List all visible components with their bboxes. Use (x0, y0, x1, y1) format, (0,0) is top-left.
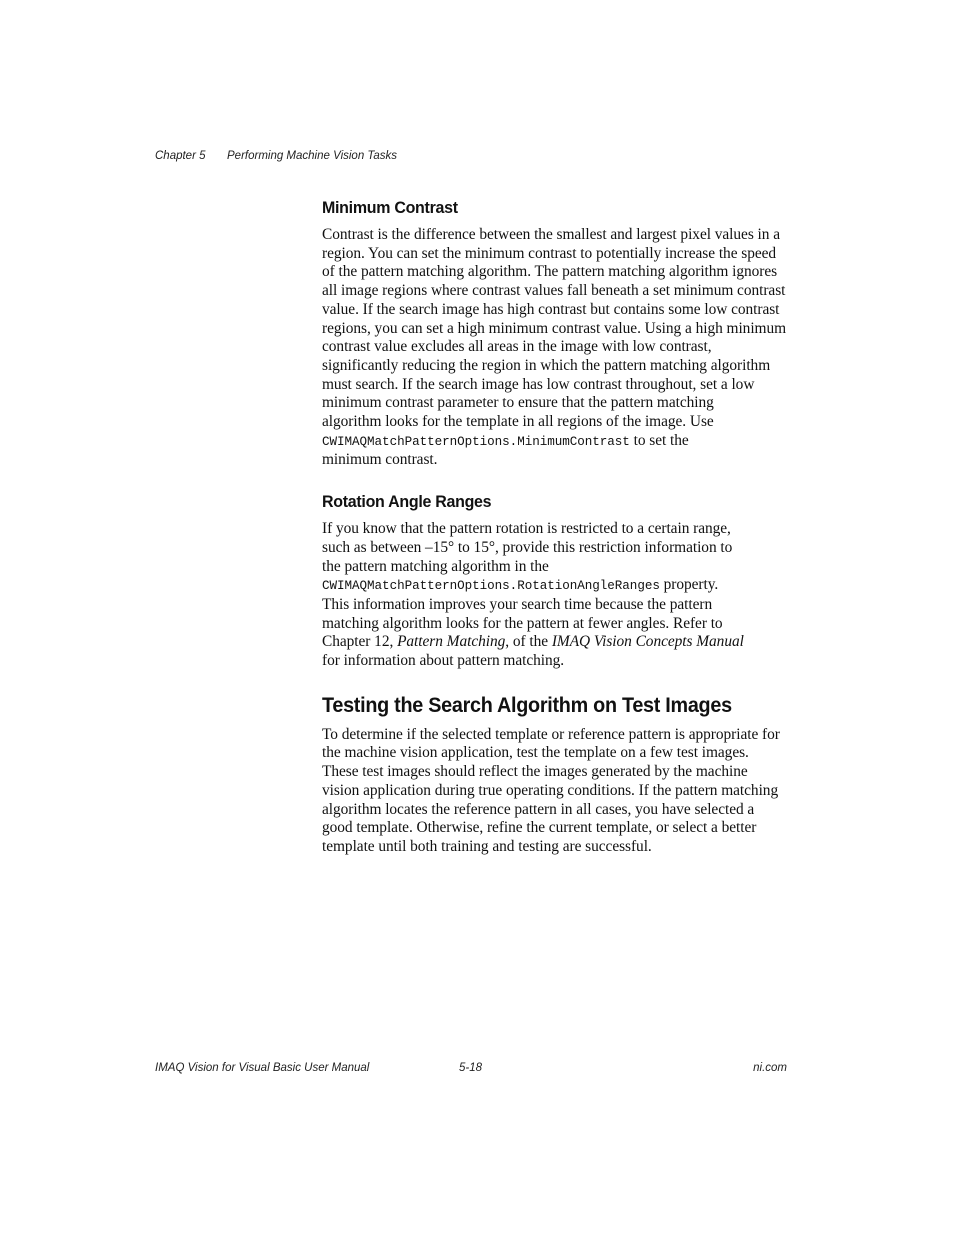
text-line: must search. If the search image has low contrast throughout, set a low (322, 375, 755, 393)
footer-manual-title: IMAQ Vision for Visual Basic User Manual (155, 1062, 370, 1074)
reference-prefix: Chapter 12, (322, 633, 398, 651)
text-line: contrast value excludes all areas in the image with low contrast, (322, 338, 712, 356)
minimum-contrast-heading: Minimum Contrast (322, 198, 458, 217)
reference-manual-title: IMAQ Vision Concepts Manual (551, 633, 744, 651)
rotation-angle-ranges-paragraph (322, 520, 784, 671)
text-line: algorithm locates the reference pattern in all cases, you have selected a (322, 800, 755, 818)
text-line: algorithm looks for the template in all regions of the image. Use (322, 413, 714, 431)
text-line: Contrast is the difference between the smallest and largest pixel values in a (322, 226, 781, 243)
text-line: matching algorithm looks for the pattern at fewer angles. Refer to (322, 614, 723, 632)
text-line: good template. Otherwise, refine the current template, or select a better (322, 819, 757, 837)
code-trailing-text: to set the (629, 431, 689, 449)
text-line: regions, you can set a high minimum contrast value. Using a high minimum (322, 319, 787, 337)
reference-middle: , of the (505, 633, 552, 651)
rotation-angle-ranges-heading: Rotation Angle Ranges (322, 492, 492, 512)
text-line: minimum contrast parameter to ensure that the pattern matching (322, 394, 714, 412)
minimum-contrast-paragraph (322, 226, 787, 470)
text-line: region. You can set the minimum contrast to potentially increase the speed (322, 244, 777, 262)
text-line: vision application during true operating conditions. If the pattern matching (322, 781, 779, 799)
text-line: for information about pattern matching. (322, 652, 565, 670)
text-line: of the pattern matching algorithm. The pattern matching algorithm ignores (322, 263, 778, 281)
testing-paragraph (322, 726, 784, 857)
running-header (155, 150, 397, 162)
page-content (322, 198, 787, 879)
testing-section-heading: Testing the Search Algorithm on Test Images (322, 692, 732, 717)
code-trailing-text: property. (659, 576, 719, 594)
text-line (322, 576, 784, 596)
chapter-number: Chapter 5 (155, 150, 206, 162)
text-line: To determine if the selected template or reference pattern is appropriate for (322, 725, 780, 743)
text-line: the machine vision application, test the template on a few test images. (322, 744, 749, 762)
text-line: This information improves your search time because the pattern (322, 595, 713, 613)
reference-chapter-title: Pattern Matching (397, 633, 506, 651)
text-line: the pattern matching algorithm in the (322, 557, 549, 575)
text-line: If you know that the pattern rotation is restricted to a certain range, (322, 520, 731, 538)
rotation-angle-ranges-code: CWIMAQMatchPatternOptions.RotationAngleRanges (322, 579, 660, 594)
footer-page-number: 5-18 (459, 1062, 483, 1074)
text-line (322, 432, 784, 452)
text-line: such as between –15° to 15°, provide this restriction information to (322, 538, 733, 556)
text-line: template until both training and testing are successful. (322, 837, 652, 855)
text-line: all image regions where contrast values fall beneath a set minimum contrast (322, 282, 786, 300)
text-line: These test images should reflect the images generated by the machine (322, 763, 748, 781)
chapter-title: Performing Machine Vision Tasks (227, 150, 398, 162)
minimum-contrast-code: CWIMAQMatchPatternOptions.MinimumContrast (322, 434, 630, 449)
text-line: significantly reducing the region in which the pattern matching algorithm (322, 356, 771, 374)
footer-website: ni.com (753, 1062, 787, 1074)
text-line (322, 633, 784, 652)
text-line: minimum contrast. (322, 451, 438, 469)
text-line: value. If the search image has high contrast but contains some low contrast (322, 300, 780, 318)
